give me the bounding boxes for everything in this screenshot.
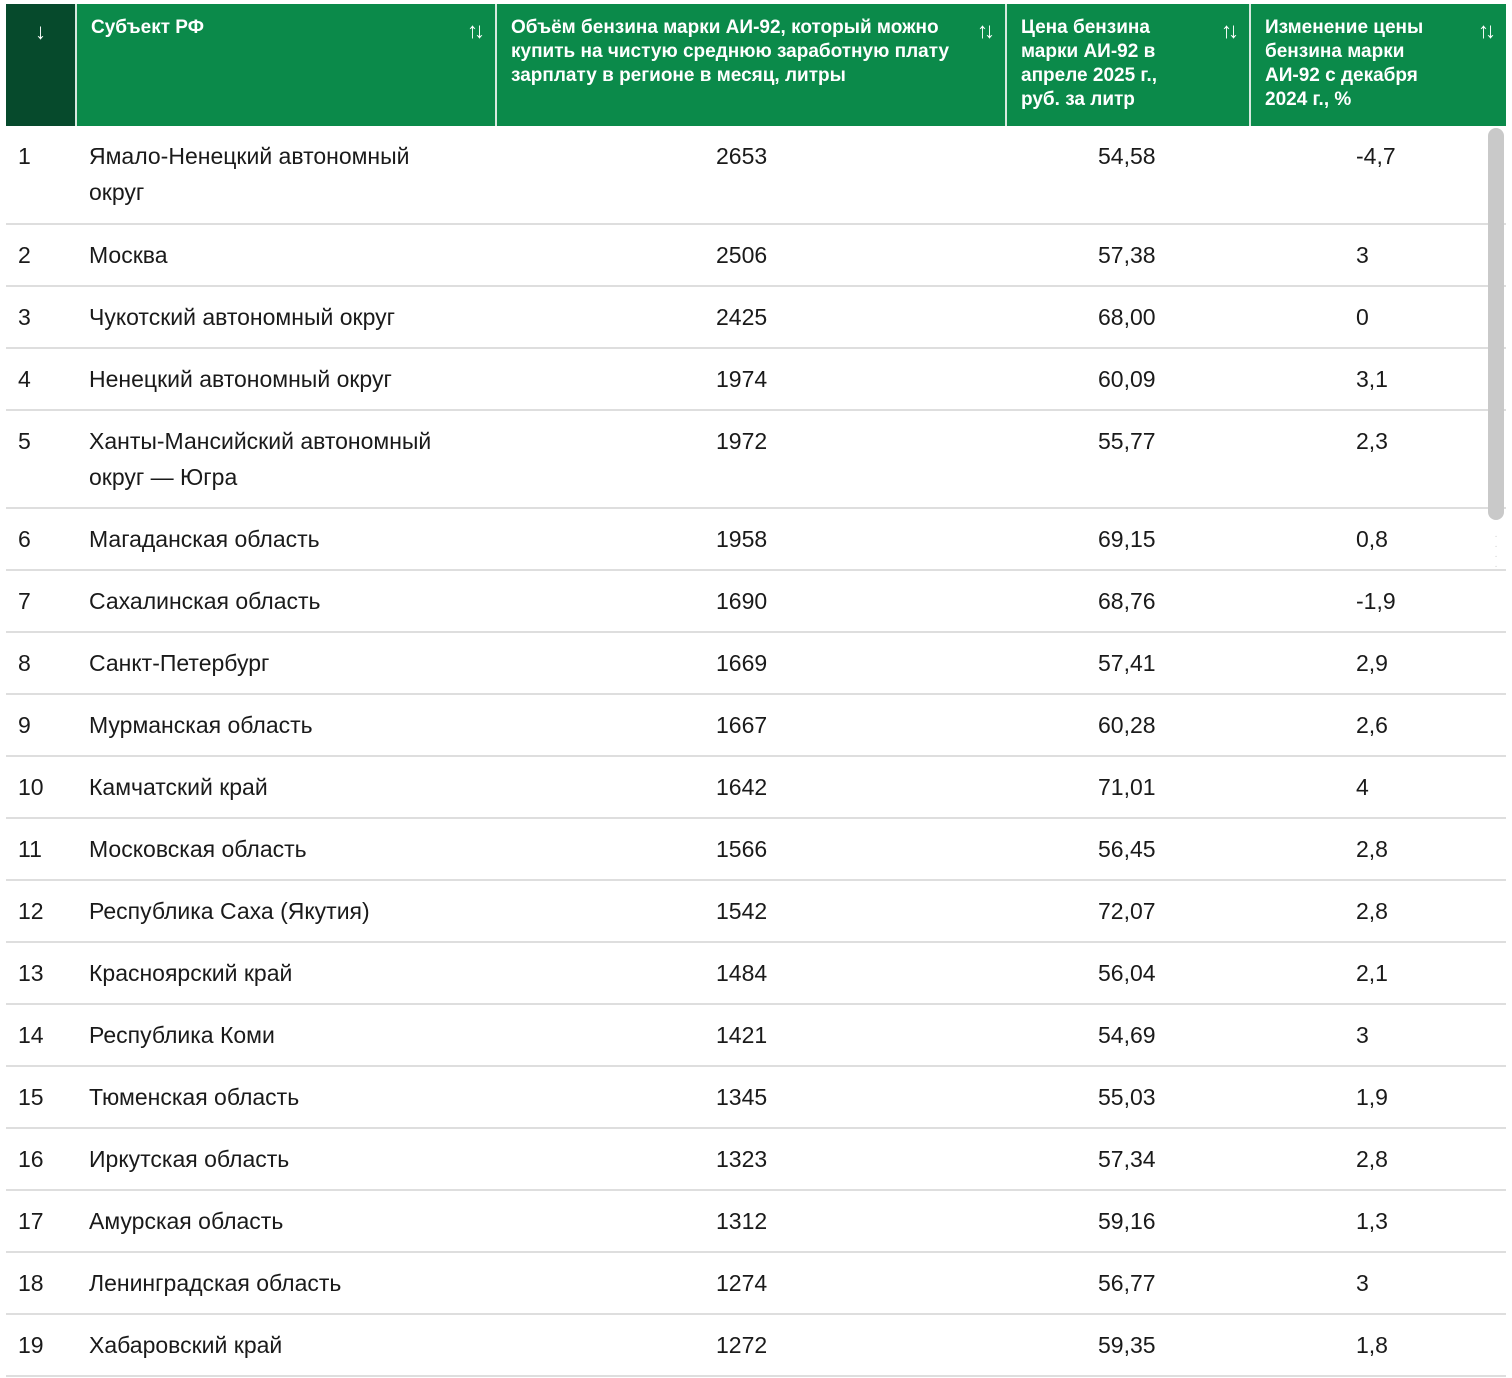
region-cell: Иркутская область — [76, 1128, 496, 1190]
price-cell: 68,76 — [1006, 570, 1250, 632]
table-row — [6, 1066, 1506, 1128]
sort-icon[interactable]: ↑↓ — [1478, 18, 1492, 43]
table-body — [6, 126, 1506, 1376]
table-row — [6, 1314, 1506, 1376]
price-cell: 71,01 — [1006, 756, 1250, 818]
price-cell: 57,38 — [1006, 224, 1250, 286]
volume-cell: 1421 — [496, 1004, 1006, 1066]
volume-cell: 1972 — [496, 410, 1006, 508]
volume-cell: 2425 — [496, 286, 1006, 348]
rank-cell: 3 — [6, 286, 76, 348]
volume-cell: 1542 — [496, 880, 1006, 942]
volume-cell: 1274 — [496, 1252, 1006, 1314]
table-row — [6, 818, 1506, 880]
table-row — [6, 410, 1506, 508]
region-cell: Республика Коми — [76, 1004, 496, 1066]
volume-cell: 2653 — [496, 126, 1006, 224]
rank-cell: 11 — [6, 818, 76, 880]
volume-cell: 1272 — [496, 1314, 1006, 1376]
price-header-label: Цена бензина марки АИ-92 в апреле 2025 г., руб. за литр — [1021, 17, 1157, 110]
change-cell: -4,7 — [1250, 126, 1506, 224]
region-cell: Ханты-Мансийский автономный округ — Югра — [76, 410, 496, 508]
rank-cell: 16 — [6, 1128, 76, 1190]
price-cell: 60,09 — [1006, 348, 1250, 410]
table-row — [6, 694, 1506, 756]
change-column-header[interactable] — [1250, 4, 1506, 126]
region-cell: Чукотский автономный округ — [76, 286, 496, 348]
region-cell: Республика Саха (Якутия) — [76, 880, 496, 942]
region-column-header[interactable] — [76, 4, 496, 126]
table-row — [6, 1190, 1506, 1252]
table-header-row — [6, 4, 1506, 126]
rank-cell: 14 — [6, 1004, 76, 1066]
rank-cell: 8 — [6, 632, 76, 694]
price-cell: 59,16 — [1006, 1190, 1250, 1252]
table-row — [6, 286, 1506, 348]
fuel-ranking-table — [6, 4, 1506, 1377]
change-cell: 2,3 — [1250, 410, 1506, 508]
volume-cell: 1958 — [496, 508, 1006, 570]
scrollbar-thumb[interactable] — [1488, 128, 1504, 520]
region-cell: Москва — [76, 224, 496, 286]
volume-cell: 1345 — [496, 1066, 1006, 1128]
rank-cell: 15 — [6, 1066, 76, 1128]
volume-cell: 2506 — [496, 224, 1006, 286]
price-cell: 68,00 — [1006, 286, 1250, 348]
volume-cell: 1484 — [496, 942, 1006, 1004]
price-cell: 55,03 — [1006, 1066, 1250, 1128]
price-column-header[interactable] — [1006, 4, 1250, 126]
region-cell: Красноярский край — [76, 942, 496, 1004]
change-header-label: Изменение цены бензина марки АИ-92 с декабря 2024 г., % — [1265, 17, 1424, 110]
rank-cell: 1 — [6, 126, 76, 224]
change-cell: -1,9 — [1250, 570, 1506, 632]
price-cell: 54,69 — [1006, 1004, 1250, 1066]
scrollbar-grip-icon: · · · · — [1494, 531, 1498, 572]
region-cell: Магаданская область — [76, 508, 496, 570]
price-cell: 56,45 — [1006, 818, 1250, 880]
volume-cell: 1566 — [496, 818, 1006, 880]
table-row — [6, 1128, 1506, 1190]
volume-cell: 1690 — [496, 570, 1006, 632]
volume-cell: 1642 — [496, 756, 1006, 818]
change-cell: 1,9 — [1250, 1066, 1506, 1128]
change-cell: 2,8 — [1250, 1128, 1506, 1190]
price-cell: 56,04 — [1006, 942, 1250, 1004]
volume-cell: 1312 — [496, 1190, 1006, 1252]
price-cell: 54,58 — [1006, 126, 1250, 224]
table-row — [6, 570, 1506, 632]
change-cell: 3 — [1250, 1252, 1506, 1314]
price-cell: 69,15 — [1006, 508, 1250, 570]
rank-cell: 17 — [6, 1190, 76, 1252]
region-cell: Амурская область — [76, 1190, 496, 1252]
volume-cell: 1667 — [496, 694, 1006, 756]
region-cell: Ямало-Ненецкий автономный округ — [76, 126, 496, 224]
price-cell: 56,77 — [1006, 1252, 1250, 1314]
change-cell: 0 — [1250, 286, 1506, 348]
sort-icon[interactable]: ↑↓ — [1221, 18, 1235, 43]
rank-cell: 7 — [6, 570, 76, 632]
region-cell: Мурманская область — [76, 694, 496, 756]
table-row — [6, 1252, 1506, 1314]
table-row — [6, 224, 1506, 286]
rank-cell: 6 — [6, 508, 76, 570]
table-row — [6, 508, 1506, 570]
table-row — [6, 756, 1506, 818]
sort-icon[interactable]: ↑↓ — [977, 18, 991, 43]
price-cell: 72,07 — [1006, 880, 1250, 942]
change-cell: 2,8 — [1250, 880, 1506, 942]
rank-cell: 19 — [6, 1314, 76, 1376]
price-cell: 55,77 — [1006, 410, 1250, 508]
rank-cell: 12 — [6, 880, 76, 942]
region-cell: Ленинградская область — [76, 1252, 496, 1314]
change-cell: 3 — [1250, 1004, 1506, 1066]
change-cell: 2,6 — [1250, 694, 1506, 756]
volume-header-label: Объём бензина марки АИ-92, который можно купить на чистую среднюю заработную плату зарплату в регионе в месяц, литры — [511, 17, 950, 86]
volume-cell: 1669 — [496, 632, 1006, 694]
table-row — [6, 126, 1506, 224]
rank-column-header[interactable] — [6, 4, 76, 126]
change-cell: 3,1 — [1250, 348, 1506, 410]
change-cell: 4 — [1250, 756, 1506, 818]
rank-cell: 5 — [6, 410, 76, 508]
change-cell: 1,8 — [1250, 1314, 1506, 1376]
region-cell: Хабаровский край — [76, 1314, 496, 1376]
table-row — [6, 880, 1506, 942]
price-cell: 59,35 — [1006, 1314, 1250, 1376]
region-cell: Санкт-Петербург — [76, 632, 496, 694]
region-cell: Камчатский край — [76, 756, 496, 818]
volume-column-header[interactable] — [496, 4, 1006, 126]
rank-cell: 2 — [6, 224, 76, 286]
change-cell: 3 — [1250, 224, 1506, 286]
rank-cell: 4 — [6, 348, 76, 410]
table-row — [6, 942, 1506, 1004]
price-cell: 57,34 — [1006, 1128, 1250, 1190]
region-cell: Тюменская область — [76, 1066, 496, 1128]
volume-cell: 1323 — [496, 1128, 1006, 1190]
sort-down-icon[interactable]: ↓ — [35, 19, 46, 44]
change-cell: 2,8 — [1250, 818, 1506, 880]
price-cell: 57,41 — [1006, 632, 1250, 694]
region-cell: Московская область — [76, 818, 496, 880]
change-cell: 2,9 — [1250, 632, 1506, 694]
region-cell: Ненецкий автономный округ — [76, 348, 496, 410]
rank-cell: 9 — [6, 694, 76, 756]
change-cell: 1,3 — [1250, 1190, 1506, 1252]
region-cell: Сахалинская область — [76, 570, 496, 632]
region-header-label: Субъект РФ — [91, 17, 204, 38]
change-cell: 0,8 — [1250, 508, 1506, 570]
sort-icon[interactable]: ↑↓ — [467, 18, 481, 43]
change-cell: 2,1 — [1250, 942, 1506, 1004]
table-row — [6, 632, 1506, 694]
table-row — [6, 1004, 1506, 1066]
table-row — [6, 348, 1506, 410]
volume-cell: 1974 — [496, 348, 1006, 410]
price-cell: 60,28 — [1006, 694, 1250, 756]
rank-cell: 10 — [6, 756, 76, 818]
rank-cell: 13 — [6, 942, 76, 1004]
rank-cell: 18 — [6, 1252, 76, 1314]
